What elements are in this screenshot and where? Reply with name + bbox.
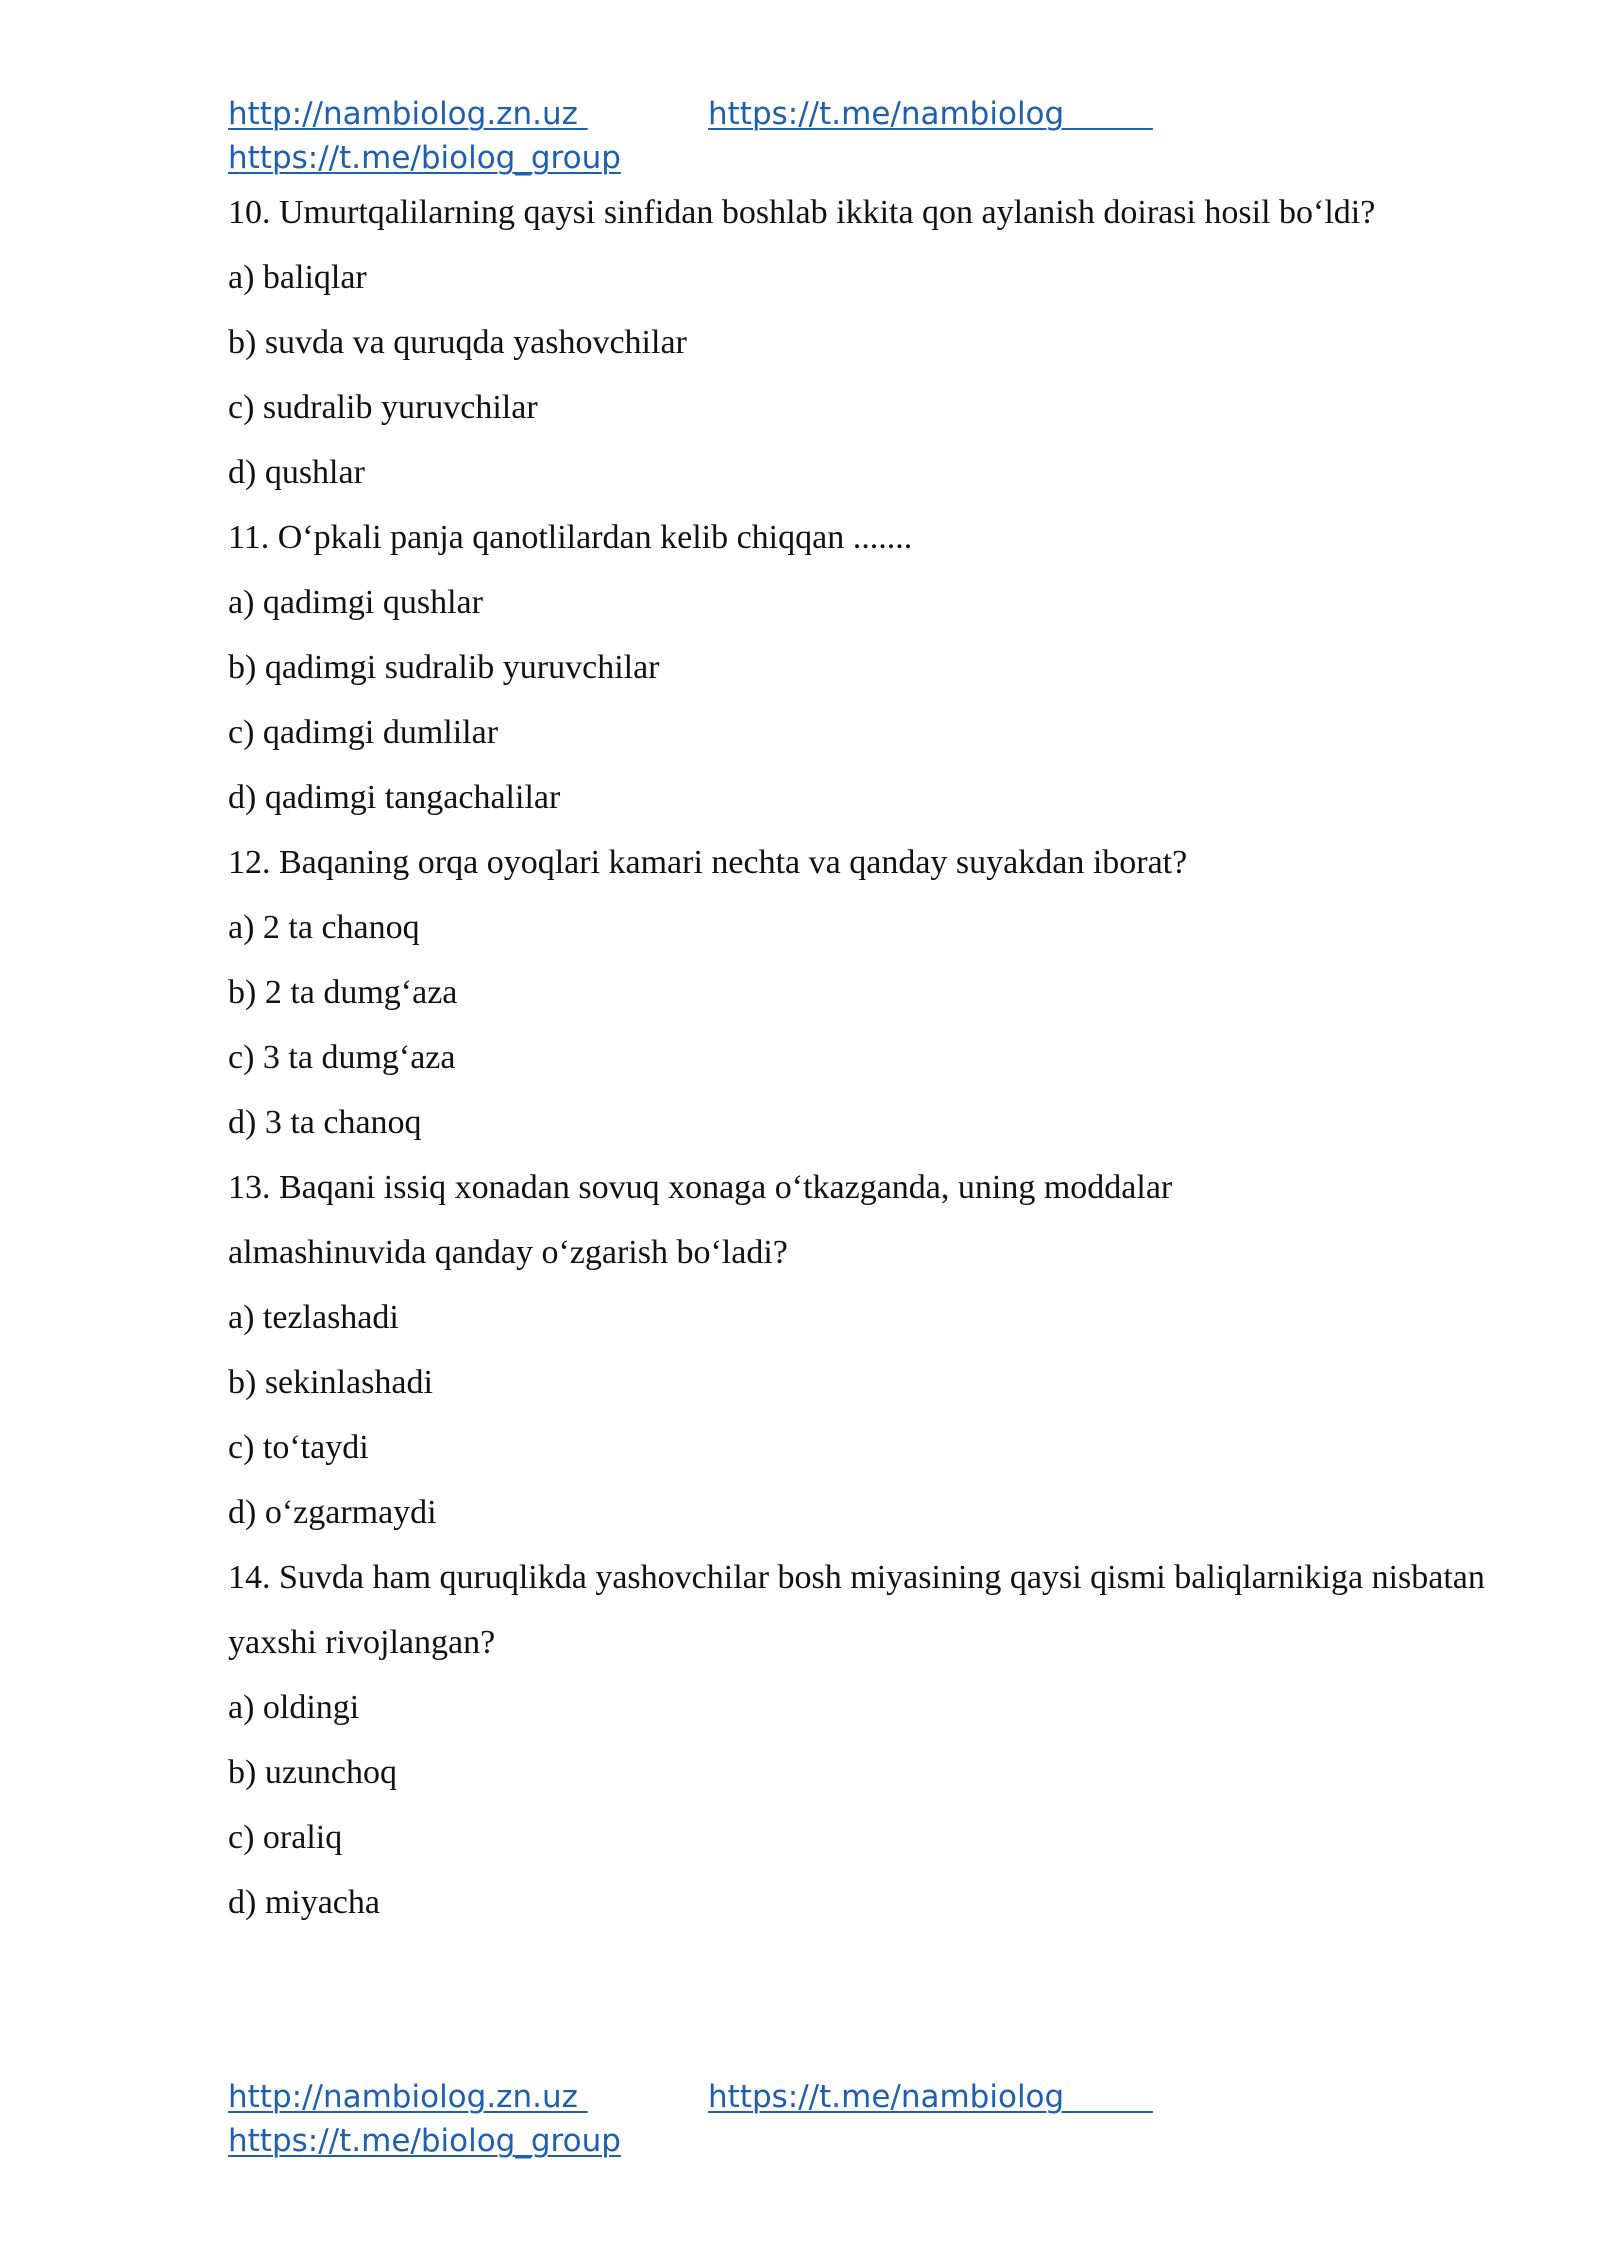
answer-option: a) 2 ta chanoq xyxy=(228,909,420,946)
header-links-row-2 xyxy=(228,136,1528,180)
header-links xyxy=(228,92,1528,180)
answer-option: a) oldingi xyxy=(228,1689,360,1726)
footer-links-row xyxy=(228,2075,1528,2119)
question-text: 11. O‘pkali panja qanotlilardan kelib chiqqan ....... xyxy=(228,519,913,556)
page-content xyxy=(228,92,1528,1935)
footer-site-link[interactable]: http://nambiolog.zn.uz xyxy=(228,2079,588,2115)
question-text: 14. Suvda ham quruqlikda yashovchilar bosh miyasining qaysi qismi baliqlarnikiga nisbatan yaxshi rivojlangan? xyxy=(228,1559,1485,1661)
answer-option: c) to‘taydi xyxy=(228,1429,369,1466)
answer-option: d) 3 ta chanoq xyxy=(228,1104,422,1141)
header-group-link[interactable]: https://t.me/biolog_group xyxy=(228,140,621,176)
answer-option: a) tezlashadi xyxy=(228,1299,399,1336)
header-site-link[interactable]: http://nambiolog.zn.uz xyxy=(228,96,588,132)
answer-option: c) 3 ta dumg‘aza xyxy=(228,1039,456,1076)
answer-option: c) oraliq xyxy=(228,1819,343,1856)
question-text: 13. Baqani issiq xonadan sovuq xonaga o‘tkazganda, uning moddalar almashinuvida qanday o‘zgarish bo‘ladi? xyxy=(228,1169,1173,1271)
answer-option: d) o‘zgarmaydi xyxy=(228,1494,437,1531)
answer-option: b) qadimgi sudralib yuruvchilar xyxy=(228,649,660,686)
footer-telegram-link[interactable]: https://t.me/nambiolog xyxy=(708,2079,1153,2115)
question-item xyxy=(228,180,1528,505)
answer-option: b) 2 ta dumg‘aza xyxy=(228,974,458,1011)
answer-option: a) baliqlar xyxy=(228,259,367,296)
answer-option: b) uzunchoq xyxy=(228,1754,398,1791)
question-text: 12. Baqaning orqa oyoqlari kamari nechta va qanday suyakdan iborat? xyxy=(228,844,1188,881)
question-item xyxy=(228,830,1528,1155)
question-item xyxy=(228,1545,1528,1935)
question-list xyxy=(228,180,1528,1935)
answer-option: b) suvda va quruqda yashovchilar xyxy=(228,324,687,361)
answer-option: a) qadimgi qushlar xyxy=(228,584,483,621)
question-text: 10. Umurtqalilarning qaysi sinfidan boshlab ikkita qon aylanish doirasi hosil bo‘ldi? xyxy=(228,194,1376,231)
footer-links xyxy=(228,2075,1528,2163)
question-item xyxy=(228,505,1528,830)
header-links-row xyxy=(228,92,1528,136)
answer-option: d) qushlar xyxy=(228,454,365,491)
header-telegram-link[interactable]: https://t.me/nambiolog xyxy=(708,96,1153,132)
question-item xyxy=(228,1155,1528,1545)
footer-links-row-2 xyxy=(228,2119,1528,2163)
answer-option: c) qadimgi dumlilar xyxy=(228,714,499,751)
answer-option: c) sudralib yuruvchilar xyxy=(228,389,538,426)
answer-option: d) qadimgi tangachalilar xyxy=(228,779,561,816)
answer-option: d) miyacha xyxy=(228,1884,380,1921)
answer-option: b) sekinlashadi xyxy=(228,1364,433,1401)
footer-group-link[interactable]: https://t.me/biolog_group xyxy=(228,2123,621,2159)
